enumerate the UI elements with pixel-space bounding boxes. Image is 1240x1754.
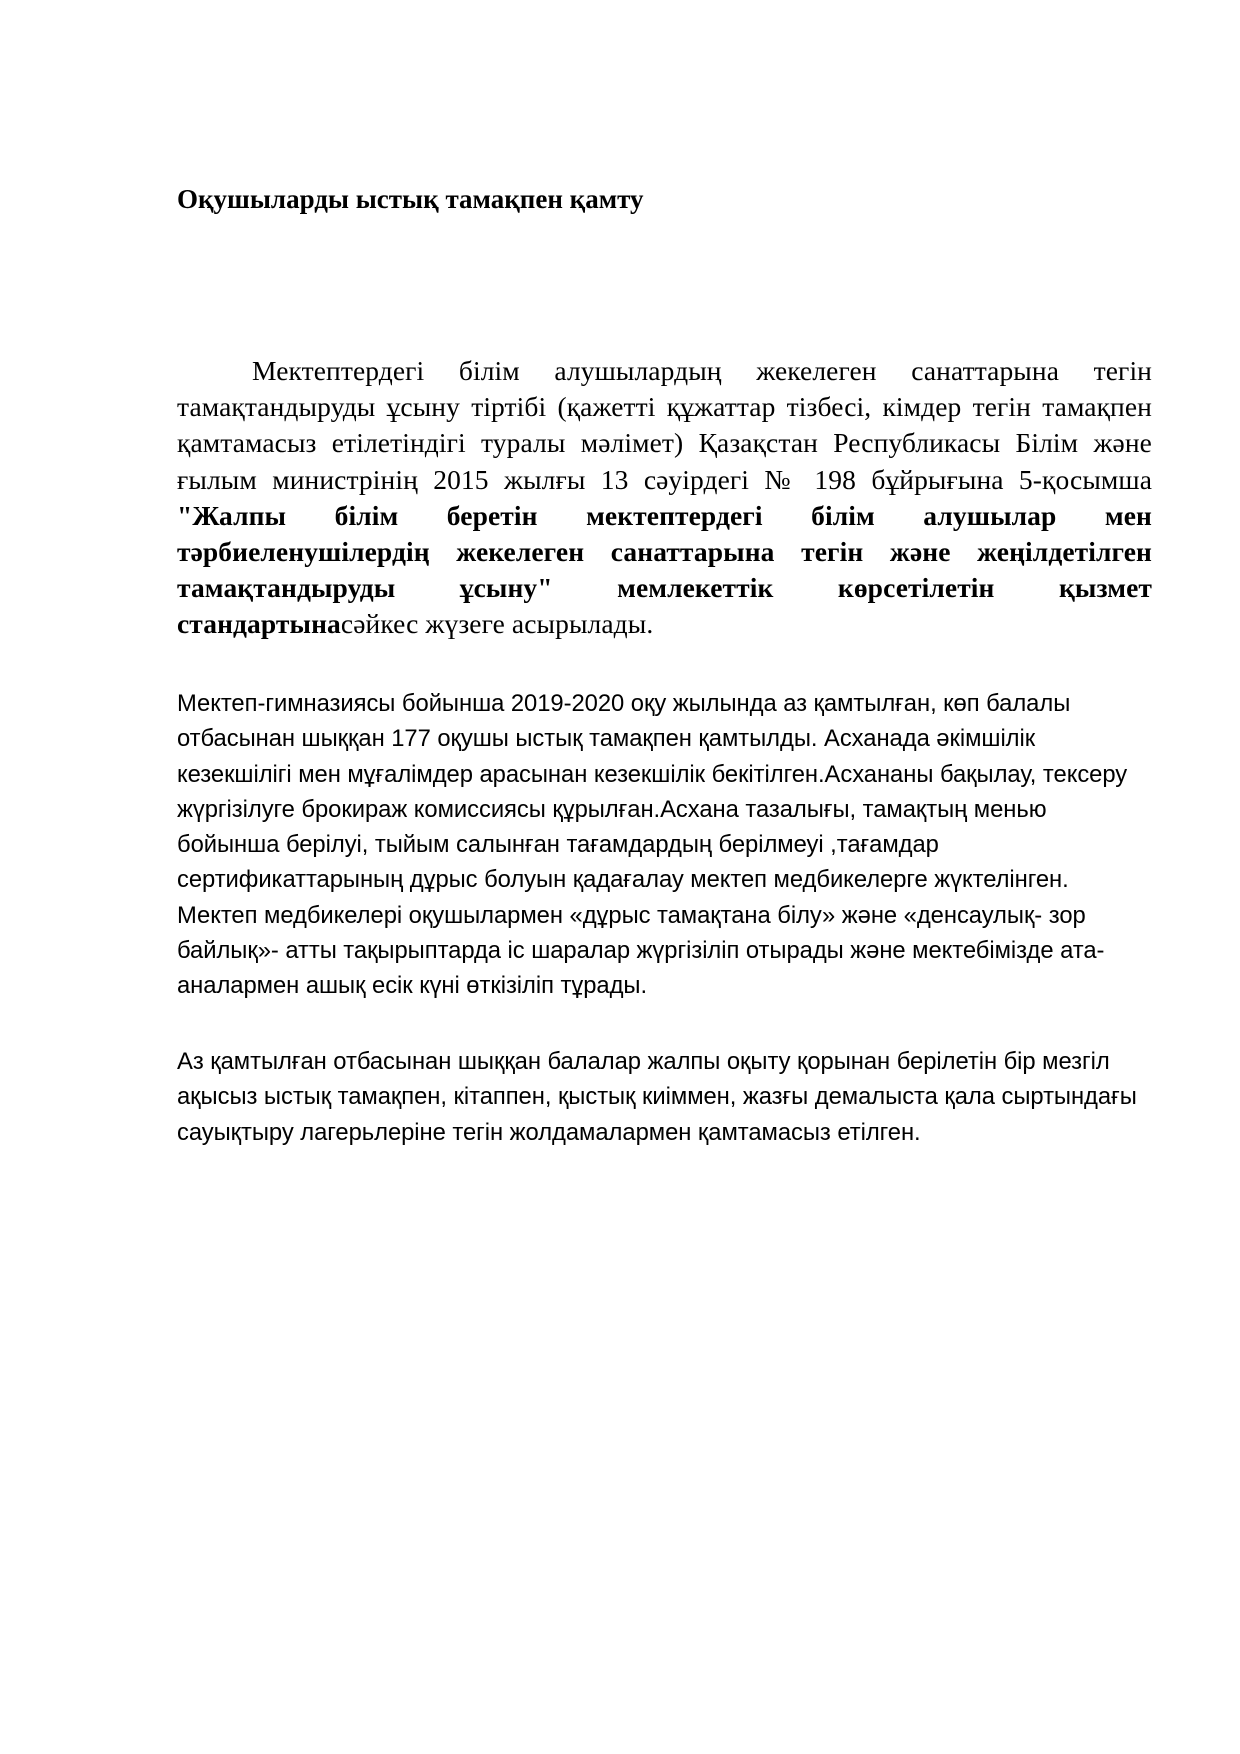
page-title: Оқушыларды ыстық тамақпен қамту — [177, 184, 644, 214]
paragraph-intro-text: Мектептердегі білім алушылардың жекелеген санаттарына тегін тамақтандыруды ұсыну тіртібі (қажетті құжаттар тізбесі, кімдер тегін тамақпен қамтамасыз етілетіндігі туралы мәлімет) Қазақстан Республикасы Білім және ғылым министрінің 2015 жылғы 13 сәуірдегі № 198 бұйрығына 5-қосымша — [177, 355, 1152, 495]
paragraph-school-statistics: Мектеп-гимназиясы бойынша 2019-2020 оқу жылында аз қамтылған, көп балалы отбасынан шыққан 177 оқушы ыстық тамақпен қамтылды. Асханада әкімшілік кезекшілігі мен мұғалімдер арасынан кезекшілік бекітілген.Асхананы бақылау, тексеру жүргізілуге брокираж комиссиясы құрылған.Асхана тазалығы, тамақтың менью бойынша берілуі, тыйым салынған тағамдардың берілмеуі ,тағамдар сертификаттарының дұрыс болуын қадағалау мектеп медбикелерге жүктелінген. Мектеп медбикелері оқушылармен «дұрыс тамақтана білу» және «денсаулық- зор байлық»- атты тақырыптарда іс шаралар жүргізіліп отырады және мектебімізде ата-аналармен ашық есік күні өткізіліп тұрады. — [177, 690, 1128, 1000]
paragraph-free-meals-procedure — [177, 353, 1152, 643]
paragraph-support-measures: Аз қамтылған отбасынан шыққан балалар жалпы оқыту қорынан берілетін бір мезгіл ақысыз ыстық тамақпен, кітаппен, қыстық киіммен, жазғы демалыста қала сыртындағы сауықтыру лагерьлеріне тегін жолдамалармен қамтамасыз етілген. — [177, 1048, 1137, 1146]
paragraph-ending-text: сәйкес жүзеге асырылады. — [340, 608, 654, 640]
standard-name-bold: "Жалпы білім беретін мектептердегі білім алушылар мен тәрбиеленушілердің жекелеген санаттарына тегін және жеңілдетілген тамақтандыруды ұсыну" мемлекеттік көрсетілетін қызмет стандартына — [177, 499, 1152, 640]
